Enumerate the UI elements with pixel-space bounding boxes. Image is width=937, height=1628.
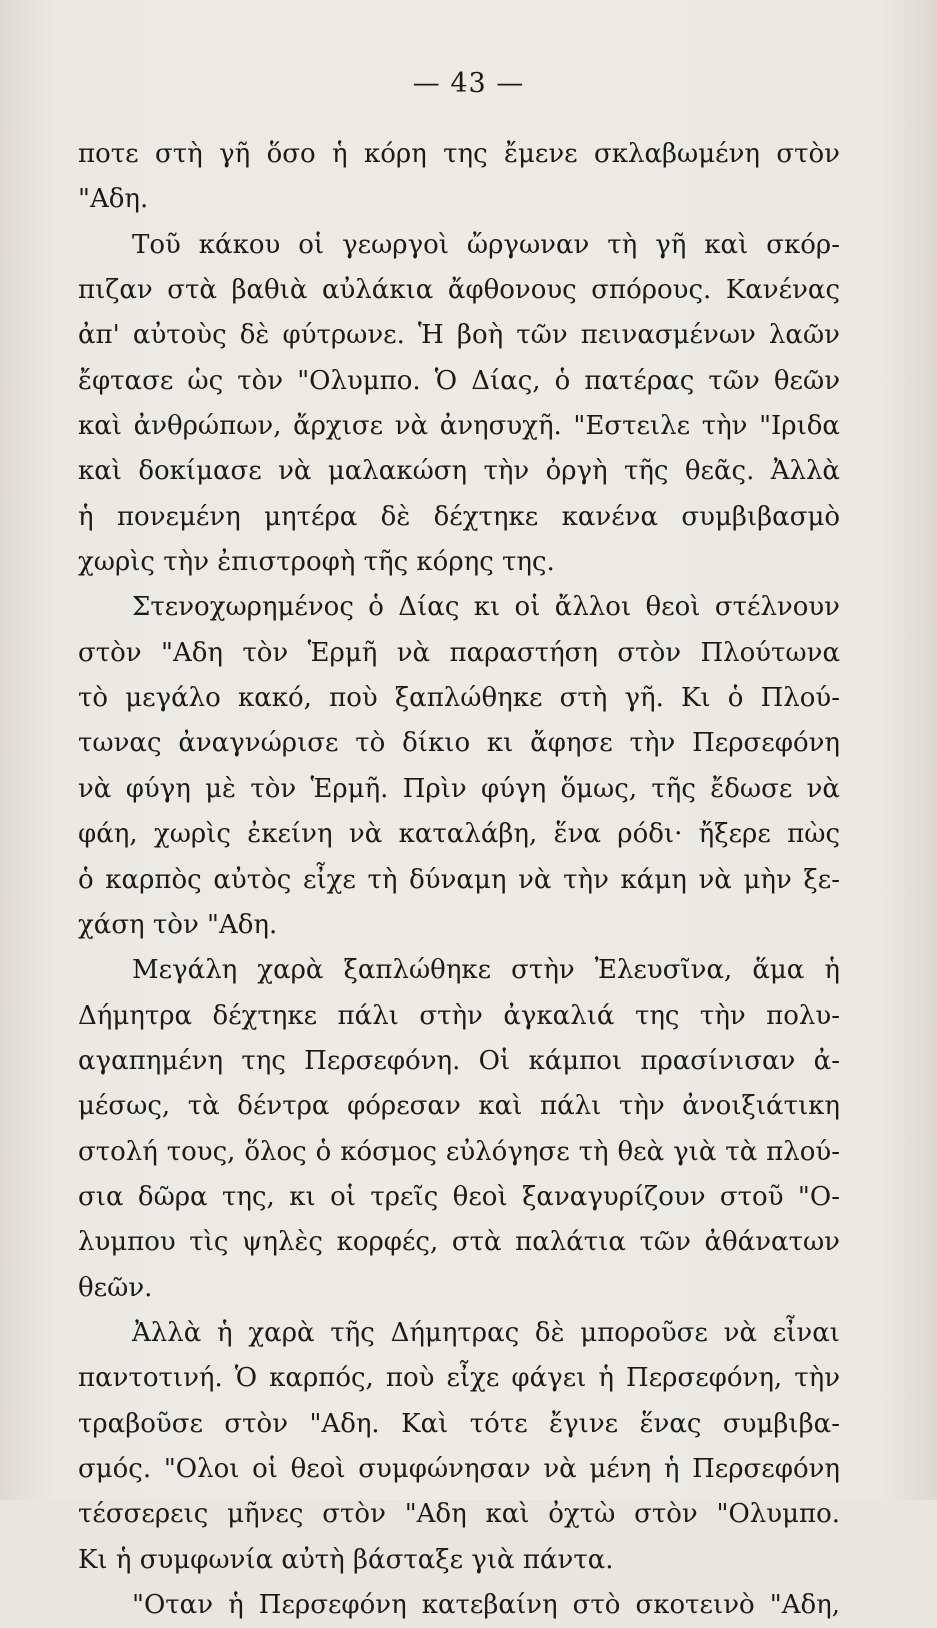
text-line: "Οταν ἡ Περσεφόνη κατεβαίνη στὸ σκοτεινὸ "Αδη,: [132, 1590, 840, 1620]
text-line: σμός. "Ολοι οἱ θεοὶ συμφώνησαν νὰ μένη ἡ Περσεφόνη: [78, 1453, 840, 1484]
text-line: νὰ φύγη μὲ τὸν Ἑρμῆ. Πρὶν φύγη ὅμως, τῆς ἔδωσε νὰ: [78, 773, 840, 804]
text-line: στὸν "Αδη τὸν Ἑρμῆ νὰ παραστήση στὸν Πλούτωνα: [78, 637, 840, 668]
text-line: λυμπου τὶς ψηλὲς κορφές, στὰ παλάτια τῶν ἀθάνατων: [78, 1227, 840, 1258]
text-line: Κι ἡ συμφωνία αὐτὴ βάσταξε γιὰ πάντα.: [78, 1544, 614, 1575]
text-line: μέσως, τὰ δέντρα φόρεσαν καὶ πάλι τὴν ἀνοιξιάτικη: [78, 1091, 840, 1122]
text-line: ποτε στὴ γῆ ὅσο ἡ κόρη της ἔμενε σκλαβωμένη στὸν: [78, 139, 840, 169]
text-line: τὸ μεγάλο κακό, ποὺ ξαπλώθηκε στὴ γῆ. Κι ὁ Πλού-: [78, 683, 840, 714]
text-line: "Αδη.: [78, 184, 149, 215]
text-line: στολή τους, ὅλος ὁ κόσμος εὐλόγησε τὴ θεὰ γιὰ τὰ πλού-: [78, 1136, 840, 1167]
text-line: ἀπ' αὐτοὺς δὲ φύτρωνε. Ἡ βοὴ τῶν πεινασμένων λαῶν: [78, 320, 840, 351]
text-line: ἔφτασε ὡς τὸν "Ολυμπο. Ὁ Δίας, ὁ πατέρας τῶν θεῶν: [78, 365, 840, 396]
text-line: ἡ πονεμένη μητέρα δὲ δέχτηκε κανένα συμβιβασμὸ: [78, 501, 840, 532]
text-line: τραβοῦσε στὸν "Αδη. Καὶ τότε ἔγινε ἕνας συμβιβα-: [78, 1408, 840, 1439]
text-line: ὁ καρπὸς αὐτὸς εἶχε τὴ δύναμη νὰ τὴν κάμη νὰ μὴν ξε-: [78, 864, 840, 895]
text-line: καὶ ἀνθρώπων, ἄρχισε νὰ ἀνησυχῆ. "Εστειλε τὴν "Ιριδα: [78, 411, 840, 442]
text-line: Ἀλλὰ ἡ χαρὰ τῆς Δήμητρας δὲ μποροῦσε νὰ εἶναι: [132, 1317, 840, 1348]
text-line: Στενοχωρημένος ὁ Δίας κι οἱ ἄλλοι θεοὶ στέλνουν: [132, 592, 840, 623]
text-line: φάη, χωρὶς ἐκείνη νὰ καταλάβη, ἕνα ρόδι· ἤξερε πὼς: [78, 819, 840, 850]
text-line: παντοτινή. Ὁ καρπός, ποὺ εἶχε φάγει ἡ Περσεφόνη, τὴν: [78, 1363, 840, 1394]
text-line: αγαπημένη της Περσεφόνη. Οἱ κάμποι πρασίνισαν ἀ-: [78, 1045, 840, 1076]
page-number: — 43 —: [412, 68, 525, 99]
text-line: Τοῦ κάκου οἱ γεωργοὶ ὤργωναν τὴ γῆ καὶ σκόρ-: [132, 229, 840, 260]
text-line: πιζαν στὰ βαθιὰ αὐλάκια ἄφθονους σπόρους. Κανένας: [78, 275, 840, 306]
body-text: [78, 132, 840, 1628]
text-line: χωρὶς τὴν ἐπιστροφὴ τῆς κόρης της.: [78, 547, 555, 578]
text-line: σια δῶρα της, κι οἱ τρεῖς θεοὶ ξαναγυρίζουν στοῦ "Ο-: [78, 1181, 840, 1212]
text-line: τωνας ἀναγνώρισε τὸ δίκιο κι ἄφησε τὴν Περσεφόνη: [78, 728, 840, 759]
text-line: τέσσερεις μῆνες στὸν "Αδη καὶ ὀχτὼ στὸν "Ολυμπο.: [78, 1499, 840, 1530]
text-line: καὶ δοκίμασε νὰ μαλακώση τὴν ὀργὴ τῆς θεᾶς. Ἀλλὰ: [78, 456, 840, 487]
text-line: Δήμητρα δέχτηκε πάλι στὴν ἀγκαλιά της τὴν πολυ-: [78, 1000, 840, 1031]
text-line: θεῶν.: [78, 1272, 153, 1303]
text-line: χάση τὸν "Αδη.: [78, 909, 278, 940]
text-line: Μεγάλη χαρὰ ξαπλώθηκε στὴν Ἐλευσῖνα, ἅμα ἡ: [132, 955, 840, 986]
